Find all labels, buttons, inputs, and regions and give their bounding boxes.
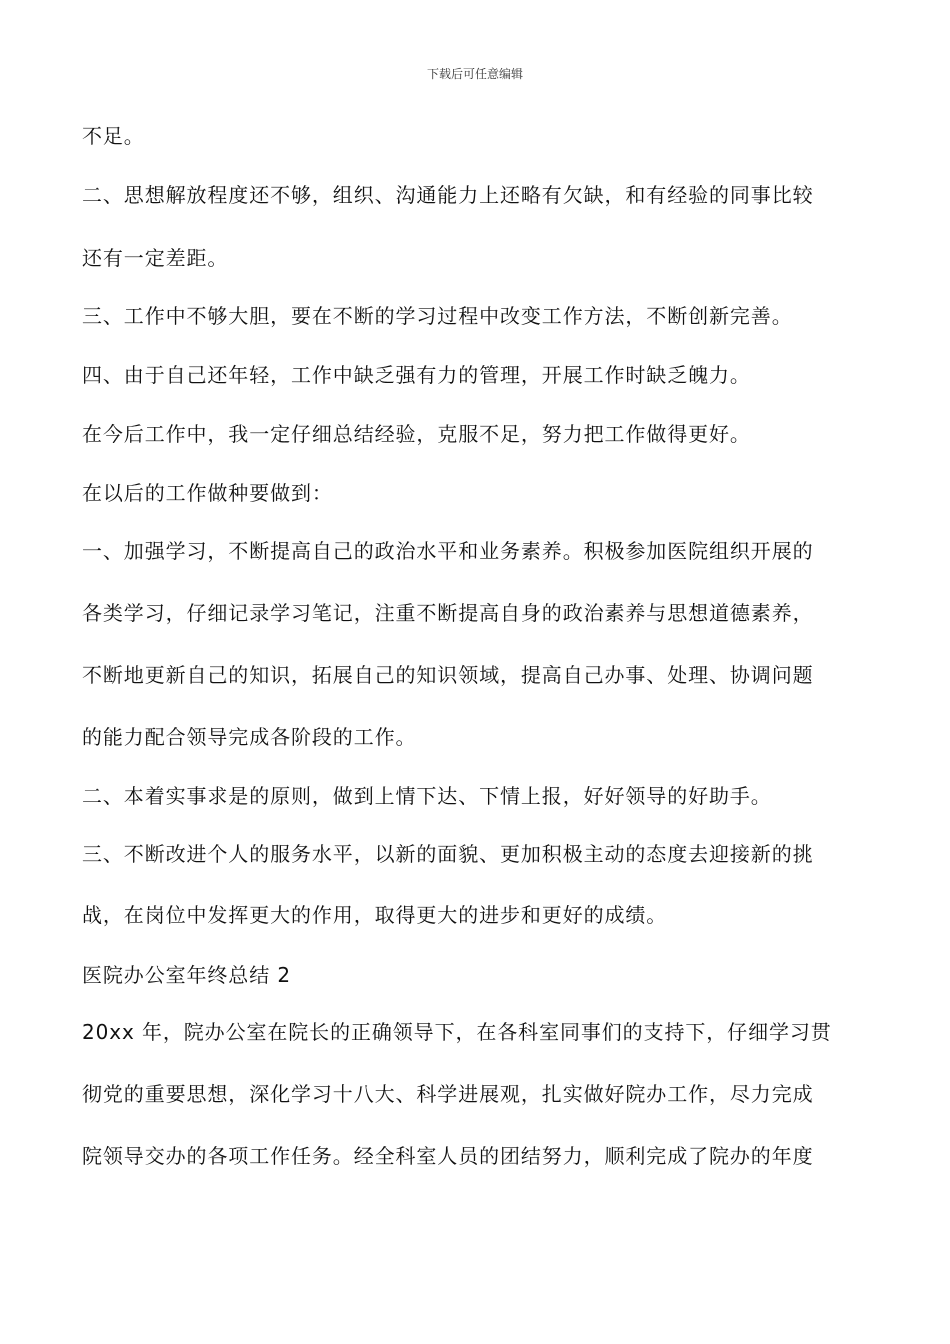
text-line: 在今后工作中，我一定仔细总结经验，克服不足，努力把工作做得更好。 — [82, 422, 751, 446]
text-line: 各类学习，仔细记录学习笔记，注重不断提高自身的政治素养与思想道德素养， — [82, 601, 814, 625]
text-line: 三、工作中不够大胆，要在不断的学习过程中改变工作方法，不断创新完善。 — [82, 304, 793, 328]
page-header: 下载后可任意编辑 — [426, 67, 523, 81]
text-line: 的能力配合领导完成各阶段的工作。 — [82, 725, 417, 749]
text-line: 20xx 年，院办公室在院长的正确领导下，在各科室同事们的支持下，仔细学习贯 — [82, 1020, 832, 1044]
text-line: 彻党的重要思想，深化学习十八大、科学进展观，扎实做好院办工作，尽力完成 — [82, 1082, 814, 1106]
text-line: 一、加强学习，不断提高自己的政治水平和业务素养。积极参加医院组织开展的 — [82, 539, 814, 563]
text-line: 战，在岗位中发挥更大的作用，取得更大的进步和更好的成绩。 — [82, 903, 668, 927]
text-line: 四、由于自己还年轻，工作中缺乏强有力的管理，开展工作时缺乏魄力。 — [82, 363, 751, 387]
text-line: 不断地更新自己的知识，拓展自己的知识领域，提高自己办事、处理、协调问题 — [82, 663, 814, 687]
text-line: 还有一定差距。 — [82, 246, 229, 270]
text-line: 不足。 — [82, 124, 145, 148]
text-line: 三、不断改进个人的服务水平，以新的面貌、更加积极主动的态度去迎接新的挑 — [82, 842, 814, 866]
text-line: 在以后的工作做种要做到： — [82, 481, 333, 505]
text-line: 二、本着实事求是的原则，做到上情下达、下情上报，好好领导的好助手。 — [82, 784, 772, 808]
text-line: 院领导交办的各项工作任务。经全科室人员的团结努力，顺利完成了院办的年度 — [82, 1144, 814, 1168]
text-line: 二、思想解放程度还不够，组织、沟通能力上还略有欠缺，和有经验的同事比较 — [82, 183, 814, 207]
section-title: 医院办公室年终总结 2 — [82, 963, 291, 987]
